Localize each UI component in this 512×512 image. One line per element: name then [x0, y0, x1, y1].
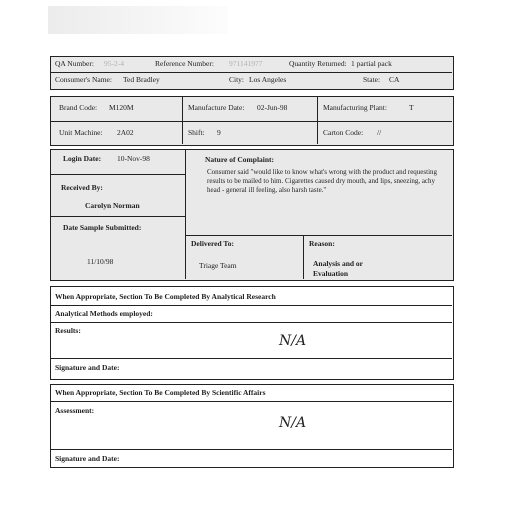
analytical-methods-label: Analytical Methods employed: — [55, 309, 153, 318]
login-date-label: Login Date: — [63, 154, 102, 163]
consumer-name-label: Consumer's Name: — [55, 75, 112, 84]
scan-smudge — [48, 6, 228, 34]
reference-number-value: 971141977 — [229, 59, 263, 68]
results-label: Results: — [55, 326, 81, 335]
product-box — [50, 96, 454, 146]
analytical-section-title: When Appropriate, Section To Be Completed By Analytical Research — [55, 292, 276, 301]
quantity-returned-value: 1 partial pack — [351, 59, 392, 68]
shift-label: Shift: — [188, 128, 205, 137]
city-label: City: — [229, 75, 245, 84]
state-value: CA — [389, 75, 400, 84]
analytical-signature-label: Signature and Date: — [55, 363, 120, 372]
shift-value: 9 — [217, 128, 221, 137]
assessment-handwriting: N/A — [279, 415, 307, 431]
nature-of-complaint-label: Nature of Complaint: — [205, 155, 275, 164]
state-label: State: — [363, 75, 381, 84]
nature-of-complaint-text: Consumer said "would like to know what's wrong with the product and requesting results to be mailed to him. Cigarettes caused dry mouth, and lips, sneezing, achy head - general ill feeling, also harsh taste." — [207, 168, 438, 195]
reason-value-line1: Analysis and or — [313, 259, 364, 268]
received-by-value: Carolyn Norman — [85, 201, 140, 210]
analytical-section — [50, 286, 454, 380]
scientific-section-title: When Appropriate, Section To Be Completed By Scientific Affairs — [55, 388, 266, 397]
consumer-name-value: Ted Bradley — [123, 75, 160, 84]
qa-number-value: 95-2-4 — [104, 59, 124, 68]
assessment-label: Assessment: — [55, 406, 95, 415]
reason-label: Reason: — [309, 239, 335, 248]
header-box — [50, 56, 454, 90]
carton-code-value: // — [377, 128, 382, 137]
manufacturing-plant-value: T — [409, 103, 414, 112]
unit-machine-value: 2A02 — [117, 128, 134, 137]
city-value: Los Angeles — [249, 75, 287, 84]
date-sample-value: 11/10/98 — [87, 257, 114, 266]
carton-code-label: Carton Code: — [323, 128, 364, 137]
results-handwriting: N/A — [279, 333, 307, 349]
scientific-signature-label: Signature and Date: — [55, 454, 120, 463]
received-by-label: Received By: — [61, 183, 103, 192]
delivered-to-label: Delivered To: — [191, 239, 234, 248]
scientific-section — [50, 384, 454, 468]
date-sample-label: Date Sample Submitted: — [63, 223, 142, 232]
reference-number-label: Reference Number: — [155, 59, 214, 68]
quantity-returned-label: Quantity Returned: — [289, 59, 347, 68]
reason-value-line2: Evaluation — [313, 269, 349, 278]
qa-number-label: QA Number: — [55, 59, 94, 68]
unit-machine-label: Unit Machine: — [59, 128, 103, 137]
complaint-box — [50, 149, 454, 281]
brand-code-label: Brand Code: — [59, 103, 98, 112]
manufacture-date-label: Manufacture Date: — [188, 103, 245, 112]
login-date-value: 10-Nov-98 — [117, 154, 150, 163]
brand-code-value: M120M — [109, 103, 134, 112]
manufacture-date-value: 02-Jun-98 — [257, 103, 288, 112]
manufacturing-plant-label: Manufacturing Plant: — [323, 103, 387, 112]
delivered-to-value: Triage Team — [199, 261, 237, 270]
